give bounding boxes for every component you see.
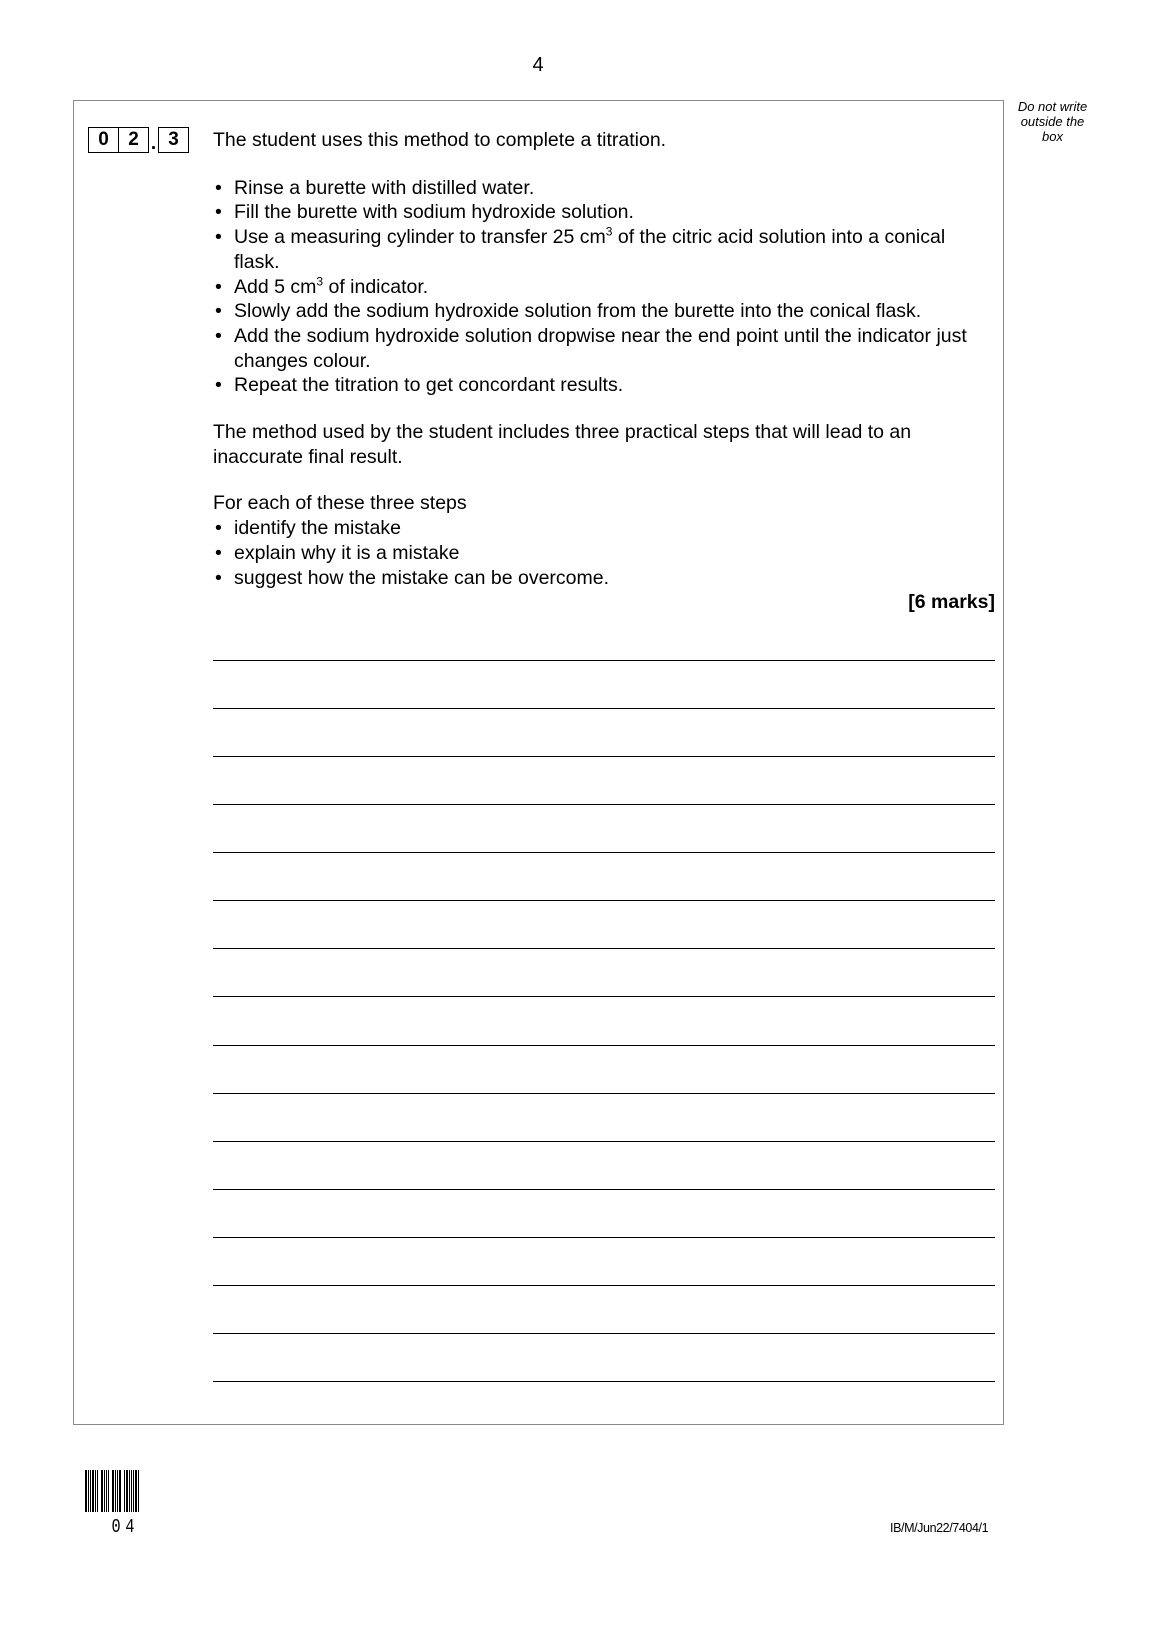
answer-line[interactable] xyxy=(213,852,995,853)
step-text: of indicator. xyxy=(323,275,429,298)
answer-line[interactable] xyxy=(213,1141,995,1142)
answer-line[interactable] xyxy=(213,996,995,997)
answer-line[interactable] xyxy=(213,1333,995,1334)
step-text: Add 5 cm xyxy=(234,275,317,298)
barcode xyxy=(85,1470,139,1512)
page-number: 4 xyxy=(532,54,544,76)
step-text: Use a measuring cylinder to transfer 25 cm xyxy=(234,226,606,249)
step-text: of the citric acid solution into a conical flask. xyxy=(234,226,946,273)
question-number xyxy=(88,127,189,153)
answer-line[interactable] xyxy=(213,660,995,661)
answer-line[interactable] xyxy=(213,900,995,901)
answer-line[interactable] xyxy=(213,804,995,805)
method-step: • Rinse a burette with distilled water. xyxy=(213,176,995,201)
task-intro: For each of these three steps xyxy=(213,492,467,515)
method-step xyxy=(213,225,995,274)
method-step: • Add the sodium hydroxide solution dropwise near the end point until the indicator just changes colour. xyxy=(213,324,995,373)
question-content xyxy=(213,128,995,615)
task-item: • identify the mistake xyxy=(213,516,995,541)
question-digit: 2 xyxy=(119,127,149,153)
method-step: • Fill the burette with sodium hydroxide solution. xyxy=(213,200,995,225)
margin-note: Do not write outside the box xyxy=(1017,99,1088,144)
superscript: 3 xyxy=(605,224,613,239)
answer-line[interactable] xyxy=(213,948,995,949)
method-step: • Repeat the titration to get concordant results. xyxy=(213,373,995,398)
answer-line[interactable] xyxy=(213,1285,995,1286)
barcode-number: 04 xyxy=(111,1516,140,1538)
question-separator: . xyxy=(150,133,157,154)
task-item: • explain why it is a mistake xyxy=(213,541,995,566)
question-statement: The method used by the student includes three practical steps that will lead to an inaccurate final result. xyxy=(213,421,912,468)
method-step: • Slowly add the sodium hydroxide solution from the burette into the conical flask. xyxy=(213,299,995,324)
marks-label: [6 marks] xyxy=(908,591,995,614)
answer-line[interactable] xyxy=(213,1045,995,1046)
answer-line[interactable] xyxy=(213,1381,995,1382)
answer-line[interactable] xyxy=(213,708,995,709)
barcode-bar xyxy=(138,1470,139,1512)
question-digit: 0 xyxy=(88,127,119,153)
answer-line[interactable] xyxy=(213,756,995,757)
answer-line[interactable] xyxy=(213,1093,995,1094)
task-item: • suggest how the mistake can be overcome. xyxy=(213,566,995,591)
answer-line[interactable] xyxy=(213,1189,995,1190)
question-digit: 3 xyxy=(158,127,189,153)
paper-reference: IB/M/Jun22/7404/1 xyxy=(890,1521,989,1535)
method-list xyxy=(213,176,995,398)
question-intro: The student uses this method to complete a titration. xyxy=(213,129,667,151)
answer-line[interactable] xyxy=(213,1237,995,1238)
task-list xyxy=(213,516,995,590)
superscript: 3 xyxy=(316,274,324,289)
method-step xyxy=(213,275,995,300)
